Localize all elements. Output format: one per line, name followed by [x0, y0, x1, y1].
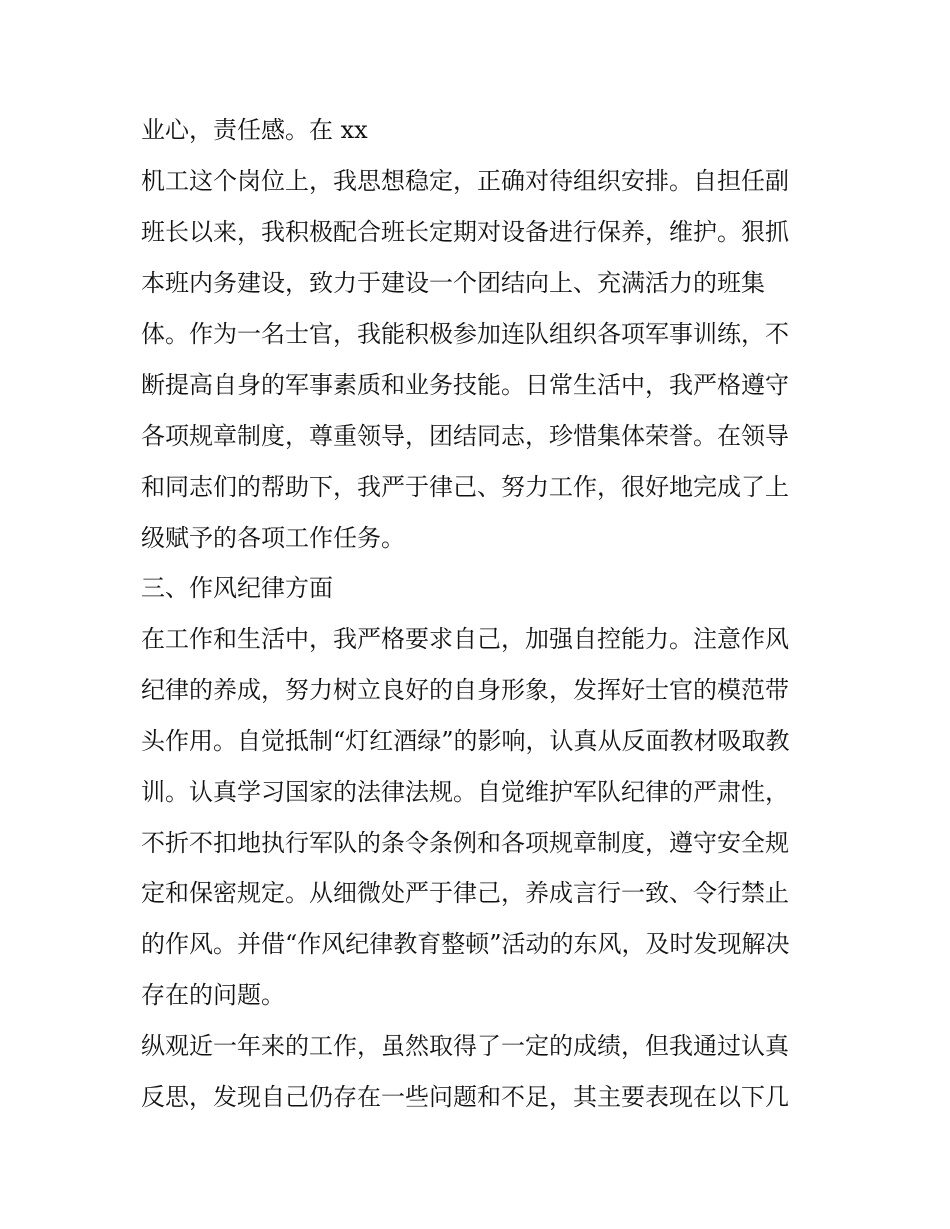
text-line: 存在的问题。 — [141, 981, 285, 1009]
text-line: 头作用。自觉抵制“灯红酒绿”的影响，认真从反面教材吸取教 — [141, 727, 790, 755]
text-line: 级赋予的各项工作任务。 — [141, 524, 405, 552]
text-line: 班长以来，我积极配合班长定期对设备进行保养，维护。狠抓 — [141, 218, 789, 246]
text-line: 训。认真学习国家的法律法规。自觉维护军队纪律的严肃性， — [141, 778, 789, 806]
text-line: 纵观近一年来的工作，虽然取得了一定的成绩，但我通过认真 — [141, 1032, 789, 1060]
text-line: 反思，发现自己仍存在一些问题和不足，其主要表现在以下几 — [141, 1083, 789, 1111]
text-line: 断提高自身的军事素质和业务技能。日常生活中，我严格遵守 — [141, 371, 789, 399]
text-line: 和同志们的帮助下，我严于律己、努力工作，很好地完成了上 — [141, 473, 789, 501]
text-line: 各项规章制度，尊重领导，团结同志，珍惜集体荣誉。在领导 — [141, 422, 789, 450]
text-line: 体。作为一名士官，我能积极参加连队组织各项军事训练，不 — [141, 320, 789, 348]
text-line: 的作风。并借“作风纪律教育整顿”活动的东风，及时发现解决 — [141, 930, 790, 958]
text-line: 业心，责任感。在 xx — [141, 116, 368, 144]
text-line: 定和保密规定。从细微处严于律己，养成言行一致、令行禁止 — [141, 879, 789, 907]
text-line: 机工这个岗位上，我思想稳定，正确对待组织安排。自担任副 — [141, 167, 789, 195]
text-line: 在工作和生活中，我严格要求自己，加强自控能力。注意作风 — [141, 625, 789, 653]
text-line: 纪律的养成，努力树立良好的自身形象，发挥好士官的模范带 — [141, 676, 789, 704]
text-line: 不折不扣地执行军队的条令条例和各项规章制度，遵守安全规 — [141, 829, 789, 857]
text-line: 本班内务建设，致力于建设一个团结向上、充满活力的班集 — [141, 269, 765, 297]
section-heading: 三、作风纪律方面 — [141, 574, 333, 602]
